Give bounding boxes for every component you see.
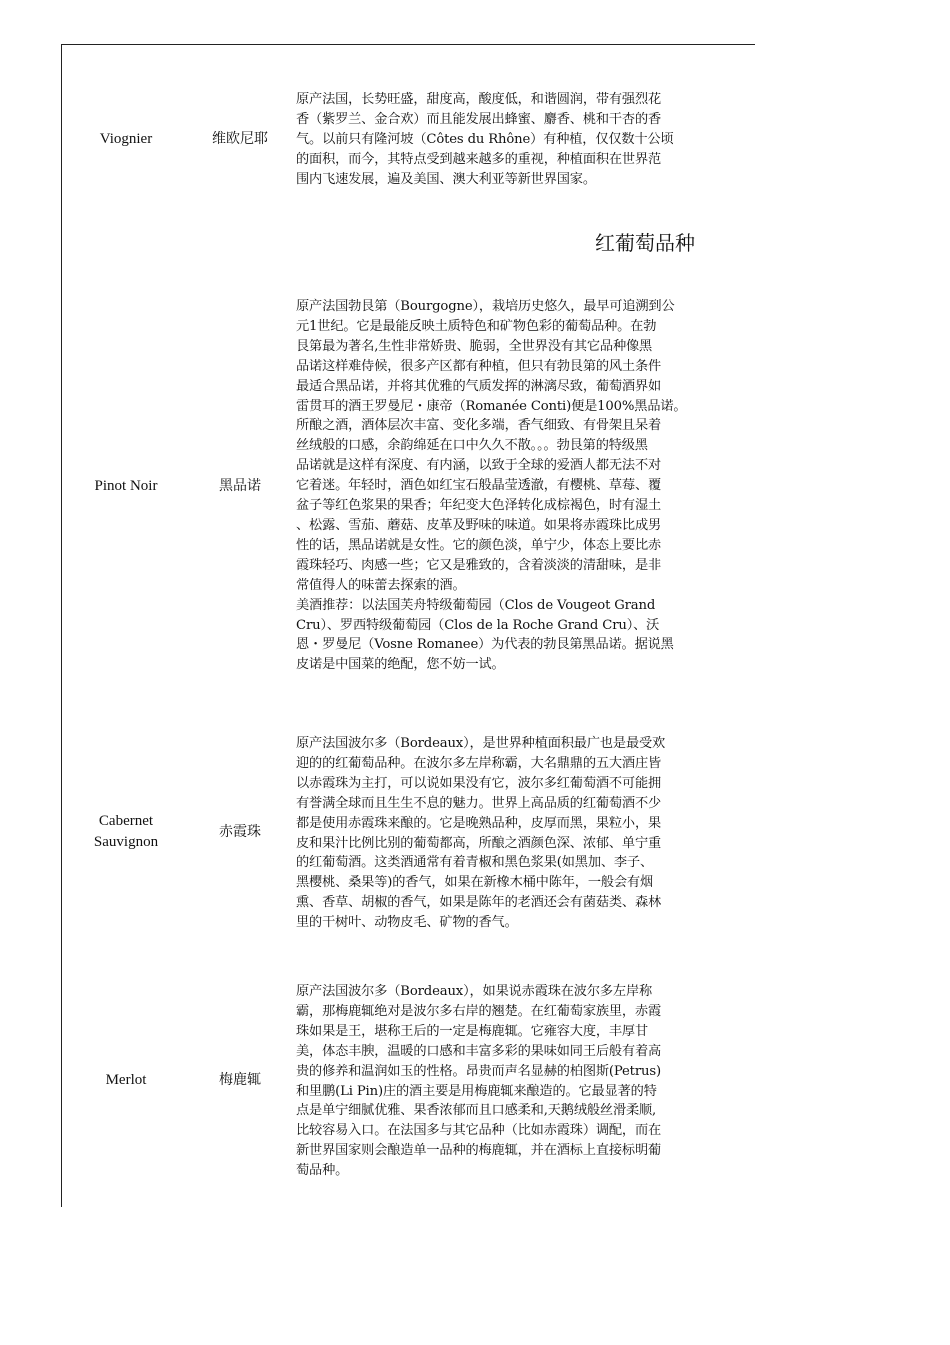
grape-english-name: Merlot [105, 1072, 147, 1088]
grape-chinese-name: 维欧尼耶 [212, 131, 268, 147]
table-left-border [61, 44, 62, 1207]
grape-english-name: Cabernet Sauvignon [93, 813, 159, 850]
grape-description: 原产法国，长势旺盛，甜度高，酸度低，和谐圆润，带有强烈花 香（紫罗兰、金合欢）而且能发展出蜂蜜、麝香、桃和干杏的香 气。以前只有隆河坡（Côtes du Rhône）有种植，仅仅数十公顷 的面积，而今，其特点受到越来越多的重视，种植面积在世界范 围内飞速发展，遍及美国、澳大利亚等新世界国家。 [296, 92, 674, 187]
grape-description: 原产法国勃艮第（Bourgogne），栽培历史悠久，最早可追溯到公 元1世纪。它是最能反映土质特色和矿物色彩的葡萄品种。在勃 艮第最为著名,生性非常娇贵、脆弱，全世界没有其它品种像黑 品诺这样难侍候，很多产区都有种植，但只有勃艮第的风土条件 最适合黑品诺，并将其优雅的气质发挥的淋漓尽致，葡萄酒界如 雷贯耳的酒王罗曼尼・康帝（Romanée Conti)便是100%黑品诺。 所酿之酒，酒体层次丰富、变化多端，香气细致、有骨架且呆着 丝绒般的口感，余韵绵延在口中久久不散。。。勃艮第的特级黑 品诺就是这样有深度、有内涵，以致于全球的爱酒人都无法不对 它着迷。年轻时，酒色如红宝石般晶莹透澈，有樱桃、草莓、覆 盆子等红色浆果的果香；年纪变大色泽转化成棕褐色，时有湿土 、松露、雪茄、蘑菇、皮革及野味的味道。如果将赤霞珠比成男 性的话，黑品诺就是女性。它的颜色淡，单宁少，体态上要比赤 霞珠轻巧、肉感一些；它又是雅致的，含着淡淡的清甜味，是非 常值得人的味蕾去探索的酒。 美酒推荐：以法国芙舟特级葡萄园（Clos de Vougeot Grand Cru）、罗西特级葡萄园（Clos de la Roche Grand Cru）、沃 恩・罗曼尼（Vosne Romanee）为代表的勃艮第黑品诺。据说黑 皮诺是中国菜的绝配，您不妨一试。 [296, 299, 687, 673]
grape-chinese-name: 梅鹿辄 [219, 1072, 261, 1088]
grape-english-name: Viognier [99, 131, 153, 147]
grape-description: 原产法国波尔多（Bordeaux），如果说赤霞珠在波尔多左岸称 霸，那梅鹿辄绝对是波尔多右岸的翘楚。在红葡萄家族里，赤霞 珠如果是王，堪称王后的一定是梅鹿辄。它雍容大度，丰厚甘 美，体态丰腴，温暖的口感和丰富多彩的果味如同王后般有着高 贵的修养和温润如玉的性格。昂贵而声名显赫的柏图斯(Petrus) 和里鹏(Li Pin)庄的酒主要是用梅鹿辄来酿造的。它最显著的特 点是单宁细腻优雅、果香浓郁而且口感柔和,天鹅绒般丝滑柔顺, 比较容易入口。在法国多与其它品种（比如赤霞珠）调配，而在 新世界国家则会酿造单一品种的梅鹿辄，并在酒标上直接标明葡 萄品种。 [296, 984, 662, 1179]
grape-chinese-name: 赤霞珠 [219, 824, 261, 840]
section-title: 红葡萄品种 [595, 231, 695, 255]
table-top-border [61, 44, 755, 45]
grape-description: 原产法国波尔多（Bordeaux），是世界种植面积最广也是最受欢 迎的的红葡萄品种。在波尔多左岸称霸，大名鼎鼎的五大酒庄皆 以赤霞珠为主打，可以说如果没有它，波尔多红葡萄酒不可能拥 有誉满全球而且生生不息的魅力。世界上高品质的红葡萄酒不少 都是使用赤霞珠来酿的。它是晚熟品种，皮厚而黑，果粒小，果 皮和果汁比例比别的葡萄都高，所酿之酒颜色深、浓郁、单宁重 的红葡萄酒。这类酒通常有着青椒和黑色浆果(如黑加、李子、 黑樱桃、桑果等)的香气，如果在新橡木桶中陈年，一般会有烟 熏、香草、胡椒的香气，如果是陈年的老酒还会有菌菇类、森林 里的干树叶、动物皮毛、矿物的香气。 [296, 736, 666, 931]
grape-chinese-name: 黑品诺 [219, 478, 261, 494]
grape-english-name: Pinot Noir [94, 478, 158, 494]
